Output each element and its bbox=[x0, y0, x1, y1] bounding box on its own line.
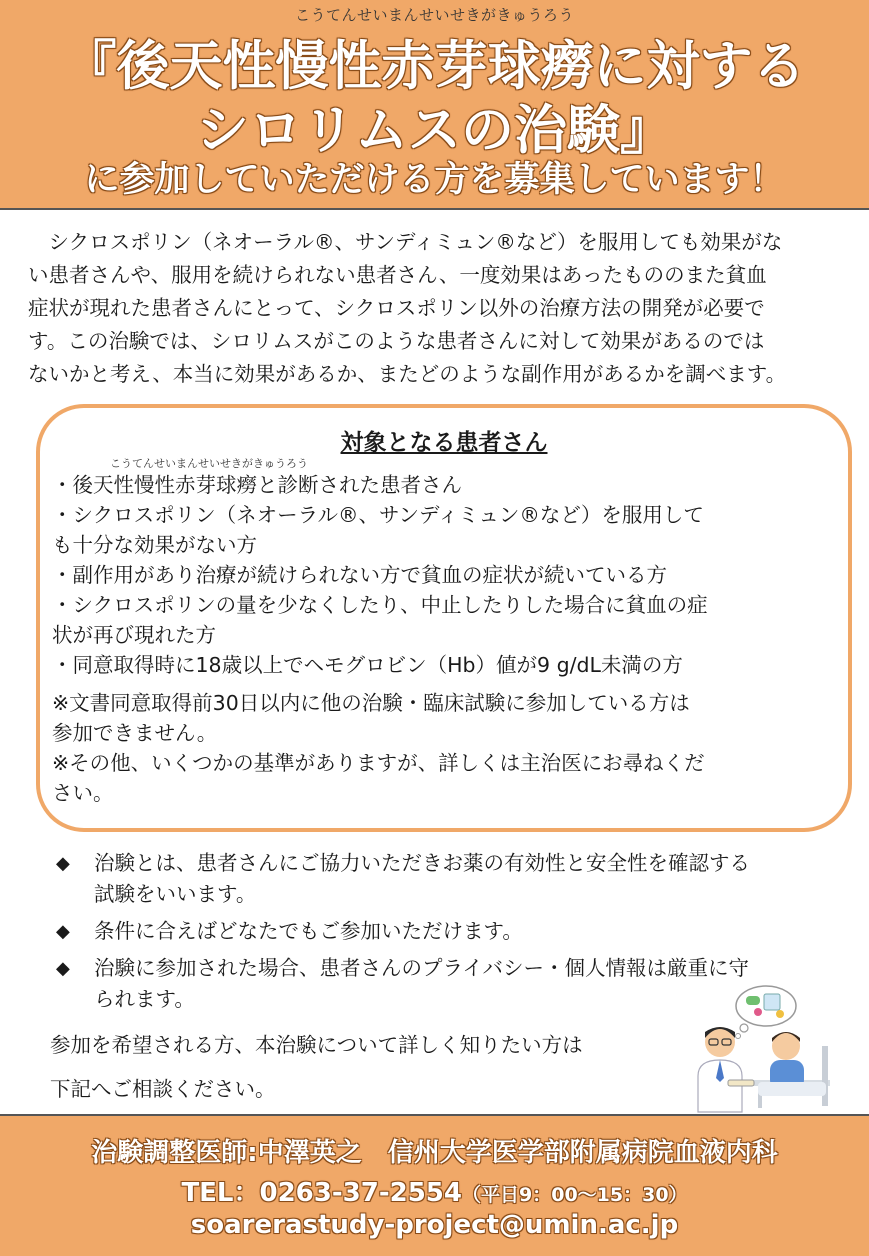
target-item: ・後天性慢性赤芽球癆と診断された患者さん bbox=[52, 473, 462, 497]
bullet-text: 治験に参加された場合、患者さんのプライバシー・個人情報は厳重に守 られます。 bbox=[94, 956, 749, 1011]
apply-line-2: 下記へご相談ください。 bbox=[50, 1077, 276, 1101]
intro-line: 症状が現れた患者さんにとって、シクロスポリン以外の治療方法の開発が必要で bbox=[28, 296, 765, 320]
phone-number[interactable]: TEL：0263-37-2554 bbox=[181, 1178, 462, 1208]
bullet-text: 治験とは、患者さんにご協力いただきお薬の有効性と安全性を確認する 試験をいいます。 bbox=[94, 851, 750, 906]
target-item: ・副作用があり治療が続けられない方で貧血の症状が続いている方 bbox=[52, 563, 667, 587]
apply-line-1: 参加を希望される方、本治験について詳しく知りたい方は bbox=[50, 1033, 583, 1057]
title-line-1: 『後天性慢性赤芽球癆に対する bbox=[63, 36, 806, 97]
target-item: ・シクロスポリンの量を少なくしたり、中止したりした場合に貧血の症 bbox=[52, 593, 708, 617]
target-ruby: こうてんせいまんせいせきがきゅうろう bbox=[110, 457, 308, 470]
doctor-and-patient-icon bbox=[684, 984, 834, 1114]
note-line: さい。 bbox=[52, 781, 114, 805]
doctor-patient-illustration bbox=[684, 984, 834, 1114]
office-hours: （平日9：00～15：30） bbox=[462, 1184, 688, 1206]
phone-line bbox=[0, 1172, 869, 1209]
title-ruby: こうてんせいまんせいせきがきゅうろう bbox=[294, 6, 574, 24]
note-line: 参加できません。 bbox=[52, 721, 218, 745]
note-line: ※その他、いくつかの基準がありますが、詳しくは主治医にお尋ねくだ bbox=[52, 751, 705, 775]
note-line: ※文書同意取得前30日以内に他の治験・臨床試験に参加している方は bbox=[52, 691, 690, 715]
bullet-item bbox=[56, 916, 836, 947]
target-item: ・シクロスポリン（ネオーラル®、サンディミュン®など）を服用して bbox=[52, 503, 704, 527]
bullet-text: 条件に合えばどなたでもご参加いただけます。 bbox=[94, 919, 523, 943]
email-address[interactable]: soarerastudy-project@umin.ac.jp bbox=[190, 1210, 679, 1240]
title-line-2: シロリムスの治験』 bbox=[196, 100, 673, 161]
diamond-icon: ◆ bbox=[56, 921, 70, 942]
target-item: ・同意取得時に18歳以上でヘモグロビン（Hb）値が9 g/dL未満の方 bbox=[52, 653, 683, 677]
target-item: 状が再び現れた方 bbox=[52, 623, 216, 647]
target-list bbox=[52, 458, 832, 808]
bullet-item bbox=[56, 848, 836, 910]
intro-line: ないかと考え、本当に効果があるか、またどのような副作用があるかを調べます。 bbox=[28, 362, 787, 386]
target-item: も十分な効果がない方 bbox=[52, 533, 257, 557]
title-line-3: に参加していただける方を募集しています！ bbox=[84, 160, 785, 200]
header-banner bbox=[0, 0, 869, 210]
target-patients-box bbox=[36, 404, 852, 832]
intro-line: シクロスポリン（ネオーラル®、サンディミュン®など）を服用しても効果がな bbox=[28, 230, 783, 254]
intro-line: い患者さんや、服用を続けられない患者さん、一度効果はあったもののまた貧血 bbox=[28, 263, 767, 287]
diamond-icon: ◆ bbox=[56, 853, 70, 874]
target-notes bbox=[52, 688, 832, 808]
intro-line: す。この治験では、シロリムスがこのような患者さんに対して効果があるのでは bbox=[28, 329, 765, 353]
target-title: 対象となる患者さん bbox=[340, 430, 548, 456]
coordinating-doctor: 治験調整医師:中澤英之 信州大学医学部附属病院血液内科 bbox=[91, 1138, 778, 1168]
intro-paragraph bbox=[28, 226, 850, 391]
diamond-icon: ◆ bbox=[56, 958, 70, 979]
contact-footer bbox=[0, 1114, 869, 1256]
